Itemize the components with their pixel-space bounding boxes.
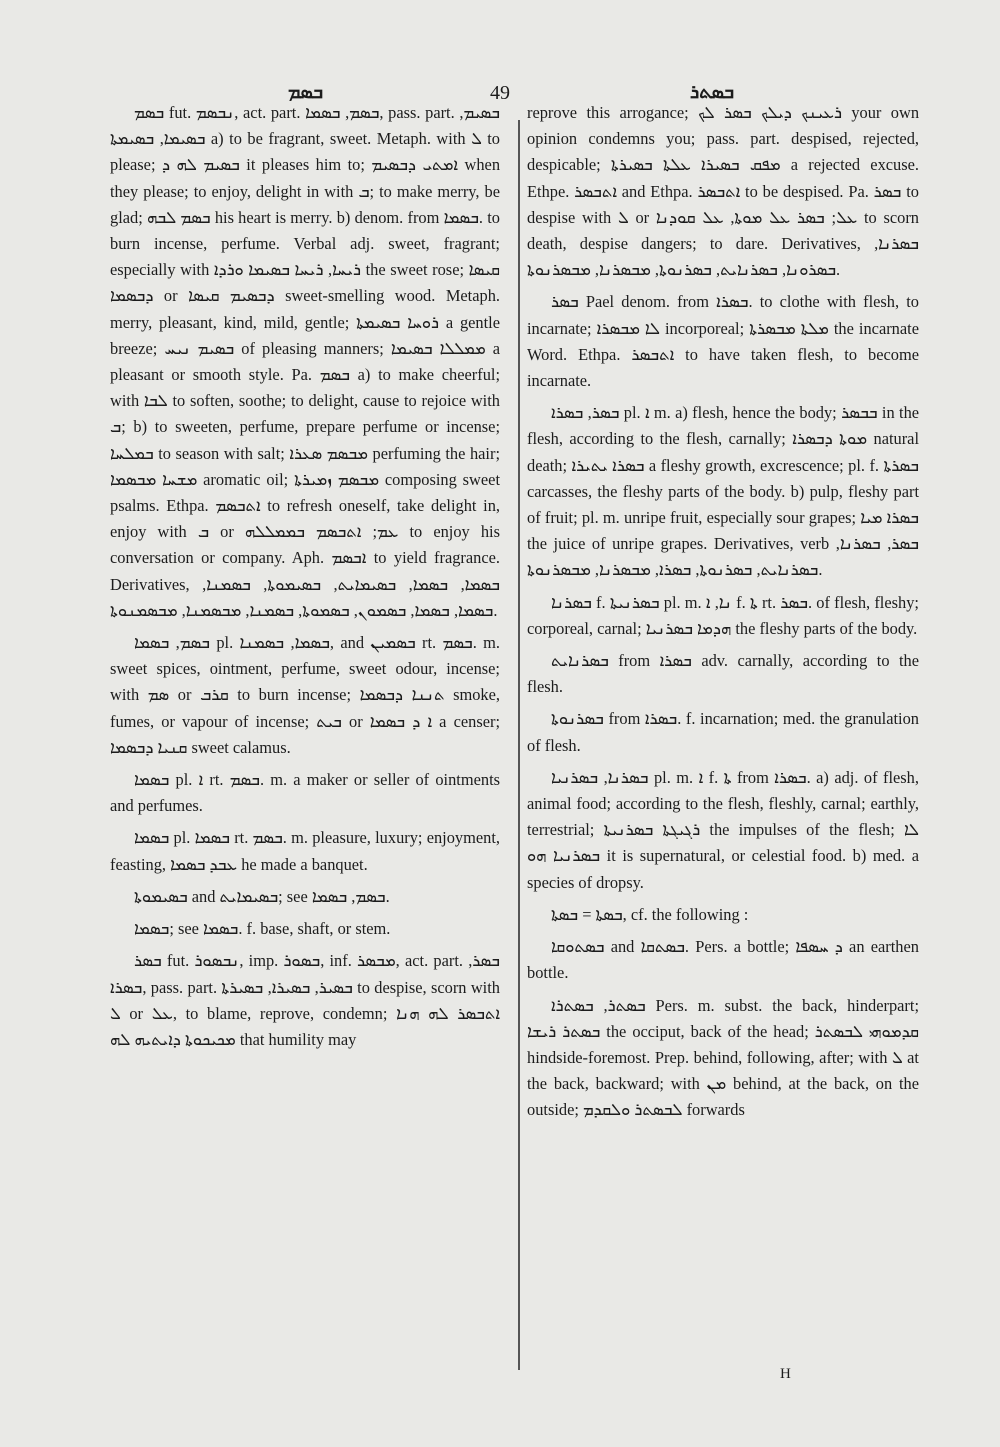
- dictionary-entry: ܒܣܪ fut. ܢܒܣܘܪ, imp. ܒܣܘܪ, inf. ܡܒܣܪ, act. part. ܒܣܪ, ܒܣܪܐ, pass. part. ܒܣܝܪ, ܒܣܝܪܐ, ܒܣܝܪܬܐ to despise, scorn with ܠ or ܥܠ, to blame, reprove, condemn; ܐܬܒܣܪ ܠܗ ܗܢܐ ܡܟܝܟܘܬܐ ܕܐܝܬܝܗ ܠܗ that humility may: [110, 951, 500, 1049]
- dictionary-entry: ܒܣܡ fut. ܢܒܣܡ, act. part. ܒܣܡ, ܒܣܡܐ, pass. part. ܒܣܝܡ, ܒܣܝܡܐ, ܒܣܝܡܬܐ a) to be fragrant, sweet. Metaph. with ܠ to please; ܒܣܝܡ ܠܗ ܕ it pleases him to; ܐܡܬܝ ܕܒܣܝܡ when they please; to enjoy, delight in with ܒ; to make merry, be glad; ܒܣܡ ܠܒܗ his heart is merry. b) denom. from ܒܣܡܐ. to burn incense, perfume. Verbal adj. sweet, fragrant; especially with ܪܝܚܐ, ܪܝܚܐ ܒܣܝܡܐ ܘܪܕܐ the sweet rose; ܩܝܣܐ ܕܒܣܡܐ or ܕܒܣܝܡ ܩܝܣܐ sweet-smelling wood. Metaph. merry, pleasant, kind, mild, gentle; ܪܘܚܐ ܒܣܝܡܬܐ a gentle breeze; ܒܣܝܡ ܢܝܚ of pleasing manners; ܡܡܠܠܐ ܒܣܝܡܐ a pleasant or smooth style. Pa. ܒܣܡ a) to make cheerful; with ܠܒܐ to soften, soothe; to delight, cause to rejoice with ܒ; b) to sweeten, perfume, prepare perfume or incense; ܒܡܠܚܐ to season with salt; ܡܒܣܡ ܣܥܪܐ perfuming the hair; ܡܫܚܐ ܡܒܣܡܐ aromatic oil; ܡܒܣܡ ܙܡܝܪܬܐ composing sweet psalms. Ethpa. ܐܬܒܣܡ to refresh oneself, take delight in, enjoy with ܒ or ܥܡ; ܐܬܒܣܡ ܒܡܡܠܠܗ to enjoy his conversation or company. Aph. ܐܒܣܡ to yield fragrance. Derivatives, ܒܣܡܐ, ܒܣܡܐ, ܒܣܝܡܐܝܬ, ܒܣܝܡܘܬܐ, ܒܣܡܢܐ, ܒܣܡܐ, ܒܣܡܐ, ܒܣܡܘܢ, ܒܣܡܘܬܐ, ܒܣܡܢܐ, ܡܒܣܡܢܐ, ܡܒܣܡܢܘܬܐ.: [110, 103, 501, 620]
- dictionary-entry-continued: reprove this arrogance; ܪܥܝܢܟ ܕܝܠܟ ܒܣܪ ܠܟ your own opinion condemns you; pass. part. despised, rejected, despicable; ܡܦܩ ܒܣܝܪܐ ܥܠܬܐ ܒܣܝܪܬܐ a rejected excuse. Ethpe. ܐܬܒܣܪ and Ethpa. ܐܬܒܣܪ to be despised. Pa. ܒܣܪ to despise with ܠ or ܥܠ; ܒܣܪ ܥܠ ܡܘܬܐ, ܥܠ ܩܘܕܢܐ to scorn death, despise dangers; to dare. Derivatives, ܒܣܪܢܐ, ܒܣܪܘܢܐ, ܒܣܪܢܐܝܬ, ܒܣܪܢܘܬܐ, ܡܒܣܪܢܐ, ܡܒܣܪܢܘܬܐ.: [527, 103, 920, 280]
- dictionary-entry: ܒܣܪܢܐ f. ܒܣܪܢܝܬܐ pl. m. ܢܐ, ܐ f. ܬܐ rt. ܒܣܪ. of flesh, fleshy; corporeal, carnal; ܗܕܡܐ ܒܣܪܢܝܐ the fleshy parts of the body.: [527, 592, 919, 638]
- dictionary-entry: ܒܣܬܘܩܐ and ܒܣܬܩܐ. Pers. a bottle; ܕ ܚܣܦܐ an earthen bottle.: [527, 937, 919, 983]
- column-divider: [518, 120, 520, 1370]
- dictionary-entry: ܒܣܪܢܘܬܐ from ܒܣܪܐ. f. incarnation; med. the granulation of flesh.: [527, 709, 919, 755]
- dictionary-entry: ܒܣܝܡܘܬܐ and ܒܣܝܡܐܝܬ; see ܒܣܡ, ܒܣܡܐ.: [134, 886, 390, 906]
- dictionary-entry: ܒܣܬܐ = ܒܣܬܐ, cf. the following :: [551, 904, 749, 924]
- dictionary-entry: ܒܣܡܐ pl. ܒܣܡܐ rt. ܒܣܡ. m. pleasure, luxury; enjoyment, feasting, ܥܒܕ ܒܣܡܐ he made a banquet.: [110, 828, 500, 874]
- dictionary-entry: ܒܣܡ, ܒܣܡܐ pl. ܒܣܡܐ, ܒܣܡܢܐ, and ܒܣܡܝܢ rt. ܒܣܡ. m. sweet spices, ointment, perfume, sweet odour, incense; with ܣܡ or ܩܪܒ to burn incense; ܬܢܢܐ ܕܒܣܡܐ smoke, fumes, or vapour of incense; ܒܝܬ or ܐ ܕ ܒܣܡܐ a censer; ܩܢܝܐ ܕܒܣܡܐ sweet calamus.: [110, 633, 501, 757]
- dictionary-entry: ܒܣܪܢܐܝܬ from ܒܣܪܐ adv. carnally, according to the flesh.: [527, 651, 919, 697]
- dictionary-entry: ܒܣܬܪ, ܒܣܬܪܐ Pers. m. subst. the back, hinderpart; ܒܣܬܪ ܪܝܫܐ the occiput, back of the head; ܩܕܡܘܗܝ ܠܒܣܬܪ hindside-foremost. Prep. behind, following, after; with ܠ at the back, backward; with ܡܢ behind, at the back, on the outside; ܠܒܣܬܪ ܘܠܩܕܡ forwards: [527, 995, 919, 1120]
- left-column: [110, 100, 500, 1059]
- dictionary-entry: ܒܣܡܐ; see ܒܣܡܐ. f. base, shaft, or stem.: [134, 919, 391, 939]
- dictionary-entry: ܒܣܪ Pael denom. from ܒܣܪܐ. to clothe with flesh, to incarnate; ܠܐ ܡܒܣܪܐ incorporeal; ܡܠܬܐ ܡܒܣܪܬܐ the incarnate Word. Ethpa. ܐܬܒܣܪ to have taken flesh, to become incarnate.: [527, 292, 919, 391]
- page-number: 49: [490, 82, 510, 104]
- dictionary-entry: ܒܣܡܐ pl. ܐ rt. ܒܣܡ. m. a maker or seller of ointments and perfumes.: [110, 770, 500, 816]
- running-head-left: ܒܣܡ: [288, 82, 324, 103]
- running-head-right: ܒܣܬܪ: [690, 82, 735, 103]
- right-column: [527, 100, 919, 1130]
- dictionary-entry: ܒܣܪܢܐ, ܒܣܪܢܝܐ pl. m. ܐ f. ܬܐ from ܒܣܪܐ. a) adj. of flesh, animal food; according to the flesh, fleshly, carnal; earthly, terrestrial; ܪܓܝܓܬܐ ܒܣܪܢܝܬܐ the impulses of the flesh; ܠܐ ܒܣܪܢܝܐ ܗܘ it is supernatural, or celestial food. b) med. a species of dropsy.: [527, 767, 920, 892]
- dictionary-entry: ܒܣܪ, ܒܣܪܐ pl. ܐ m. a) flesh, hence the body; ܒܒܣܪ in the flesh, according to the flesh, carnally; ܡܘܬܐ ܕܒܣܪܐ natural death; ܒܣܪܐ ܝܬܝܪܐ a fleshy growth, excrescence; pl. f. ܒܣܪܬܐ carcasses, the fleshy parts of the body. b) pulp, fleshy part of fruit; pl. m. unripe fruit, especially sour grapes; ܒܣܪܐ ܡܝܐ the juice of unripe grapes. Derivatives, verb ܒܣܪ, ܒܣܪܢܐ, ܒܣܪܢܐܝܬ, ܒܣܪܢܘܬܐ, ܒܣܪܐ, ܡܒܣܪܢܐ, ܡܒܣܪܢܘܬܐ.: [527, 403, 920, 580]
- signature-mark: H: [780, 1366, 791, 1382]
